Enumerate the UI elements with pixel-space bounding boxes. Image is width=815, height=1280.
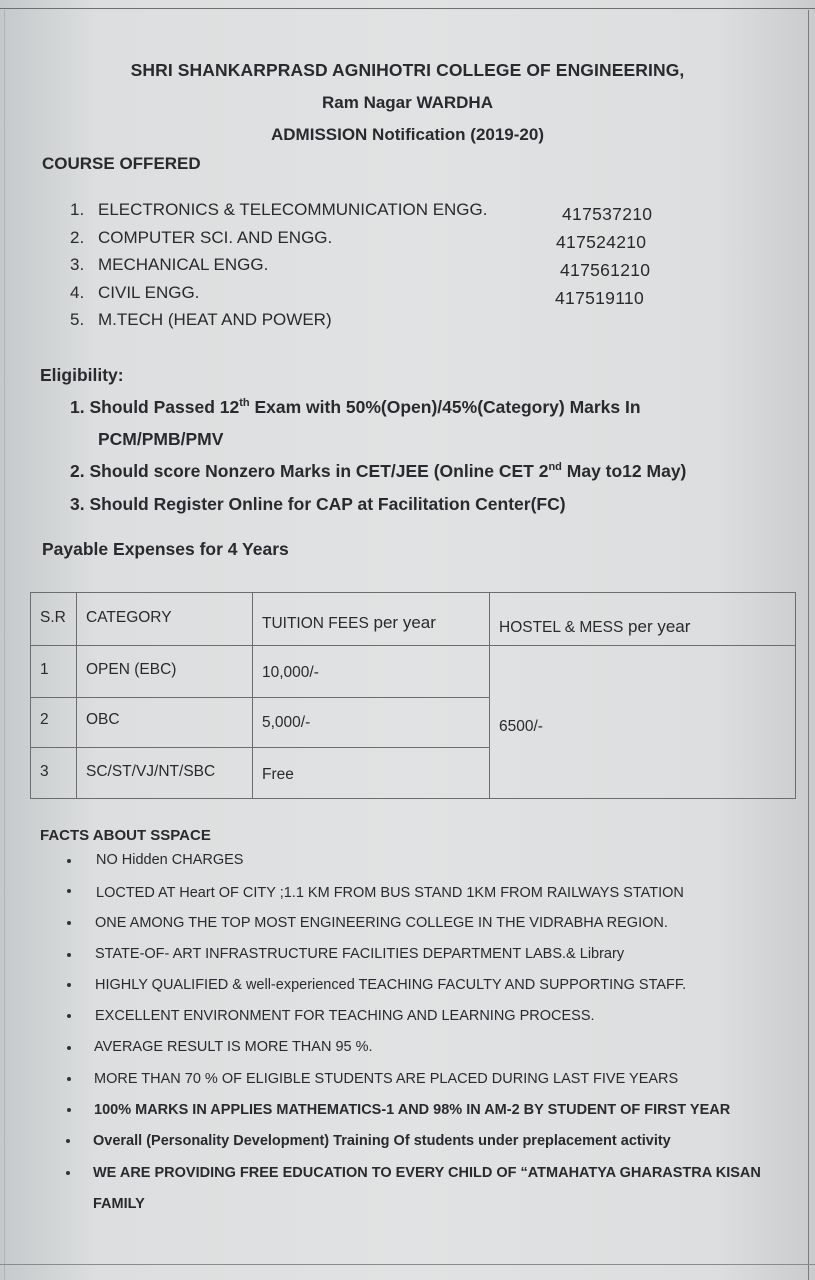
course-item — [70, 255, 487, 283]
header-hostel-label: HOSTEL & MESS — [499, 619, 624, 636]
course-number: 1. — [70, 200, 85, 219]
eligibility-text: 2. Should score Nonzero Marks in CET/JEE (Online CET 2 — [70, 461, 549, 481]
page-edge-right — [808, 10, 809, 1280]
eligibility-text: Exam with 50%(Open)/45%(Category) Marks In — [249, 397, 641, 417]
course-item — [70, 228, 487, 256]
row-tuition: 5,000/- — [262, 714, 311, 731]
table-rule — [30, 697, 490, 698]
fact-text: ONE AMONG THE TOP MOST ENGINEERING COLLEGE IN THE VIDRABHA REGION. — [95, 915, 668, 931]
bullet-icon — [67, 1046, 71, 1050]
fact-text: WE ARE PROVIDING FREE EDUCATION TO EVERY CHILD OF “ATMAHATYA GHARASTRA KISAN — [93, 1165, 761, 1181]
superscript: th — [239, 397, 250, 410]
eligibility-text: May to12 May) — [561, 461, 687, 481]
eligibility-item-1-continued: PCM/PMB/PMV — [98, 429, 224, 449]
fact-text: MORE THAN 70 % OF ELIGIBLE STUDENTS ARE PLACED DURING LAST FIVE YEARS — [94, 1071, 679, 1087]
course-number: 2. — [70, 227, 85, 247]
superscript: nd — [548, 461, 562, 474]
bullet-icon — [67, 1108, 71, 1112]
table-border-left — [30, 592, 31, 799]
table-rule — [489, 592, 490, 799]
row-category: OPEN (EBC) — [86, 661, 177, 678]
row-tuition: Free — [262, 766, 294, 783]
facts-heading: FACTS ABOUT SSPACE — [40, 827, 211, 844]
fact-text: HIGHLY QUALIFIED & well-experienced TEACHING FACULTY AND SUPPORTING STAFF. — [95, 977, 687, 993]
eligibility-item-2 — [70, 461, 686, 482]
header-sr: S.R — [40, 609, 66, 626]
college-name: SHRI SHANKARPRASD AGNIHOTRI COLLEGE OF ENGINEERING, — [130, 60, 685, 80]
header-hostel — [499, 617, 690, 637]
header-tuition — [262, 613, 436, 633]
course-code: 417561210 — [560, 260, 651, 280]
course-name: MECHANICAL ENGG. — [98, 255, 269, 274]
fact-text: NO Hidden CHARGES — [96, 852, 244, 868]
course-code: 417519110 — [555, 288, 644, 308]
table-border-top — [30, 592, 796, 593]
table-border-bottom — [30, 798, 796, 799]
row-tuition: 10,000/- — [262, 664, 319, 681]
fact-text: Overall (Personality Development) Training Of students under preplacement activity — [93, 1133, 671, 1149]
eligibility-item-1 — [70, 397, 641, 418]
table-rule — [76, 592, 77, 799]
course-name: ELECTRONICS & TELECOMMUNICATION ENGG. — [98, 200, 488, 219]
table-border-right — [795, 592, 796, 799]
table-rule — [30, 747, 490, 748]
row-category: OBC — [86, 711, 120, 728]
course-name: COMPUTER SCI. AND ENGG. — [98, 227, 333, 247]
hostel-fee: 6500/- — [499, 718, 543, 735]
bullet-icon — [67, 953, 71, 957]
fact-text: FAMILY — [93, 1196, 145, 1212]
row-sr: 2 — [40, 711, 49, 728]
table-rule — [30, 645, 796, 646]
fact-text: EXCELLENT ENVIRONMENT FOR TEACHING AND LEARNING PROCESS. — [95, 1008, 595, 1024]
bullet-icon — [67, 889, 71, 893]
admission-notification-title: ADMISSION Notification (2019-20) — [271, 125, 544, 144]
eligibility-item-3: 3. Should Register Online for CAP at Facilitation Center(FC) — [70, 494, 566, 514]
course-number: 4. — [70, 282, 85, 302]
header-category: CATEGORY — [86, 609, 172, 626]
course-list — [70, 200, 487, 338]
course-number: 3. — [70, 255, 85, 274]
bullet-icon — [66, 1171, 70, 1175]
eligibility-text: 1. Should Passed 12 — [70, 397, 240, 417]
bullet-icon — [67, 921, 71, 925]
course-offered-heading: COURSE OFFERED — [42, 154, 201, 173]
fact-text: STATE-OF- ART INFRASTRUCTURE FACILITIES DEPARTMENT LABS.& Library — [95, 946, 625, 962]
eligibility-heading: Eligibility: — [40, 365, 124, 385]
page-edge-left — [4, 10, 5, 1280]
row-sr: 3 — [40, 763, 49, 780]
course-item — [70, 310, 487, 338]
bullet-icon — [67, 859, 71, 863]
header-hostel-suffix: per year — [623, 617, 691, 636]
fact-text: AVERAGE RESULT IS MORE THAN 95 %. — [94, 1039, 373, 1055]
page-edge-bottom — [0, 1264, 815, 1265]
row-category: SC/ST/VJ/NT/SBC — [86, 763, 216, 780]
bullet-icon — [67, 1077, 71, 1081]
bullet-icon — [67, 1014, 71, 1018]
page-edge-top — [0, 8, 815, 9]
course-name: CIVIL ENGG. — [98, 282, 200, 302]
bullet-icon — [67, 983, 71, 987]
payable-expenses-heading: Payable Expenses for 4 Years — [42, 539, 289, 559]
course-item — [70, 283, 487, 311]
header-tuition-label: TUITION FEES — [262, 615, 369, 632]
header-tuition-suffix: per year — [368, 613, 436, 632]
fact-text: LOCTED AT Heart OF CITY ;1.1 KM FROM BUS STAND 1KM FROM RAILWAYS STATION — [96, 885, 684, 901]
course-code: 417524210 — [556, 232, 647, 252]
bullet-icon — [66, 1139, 70, 1143]
fact-text: 100% MARKS IN APPLIES MATHEMATICS-1 AND 98% IN AM-2 BY STUDENT OF FIRST YEAR — [94, 1102, 731, 1118]
course-number: 5. — [70, 310, 85, 329]
row-sr: 1 — [40, 661, 49, 678]
course-name: M.TECH (HEAT AND POWER) — [98, 310, 332, 329]
course-code: 417537210 — [562, 204, 653, 224]
course-item — [70, 200, 487, 228]
table-rule — [252, 592, 253, 799]
college-location: Ram Nagar WARDHA — [322, 93, 493, 112]
